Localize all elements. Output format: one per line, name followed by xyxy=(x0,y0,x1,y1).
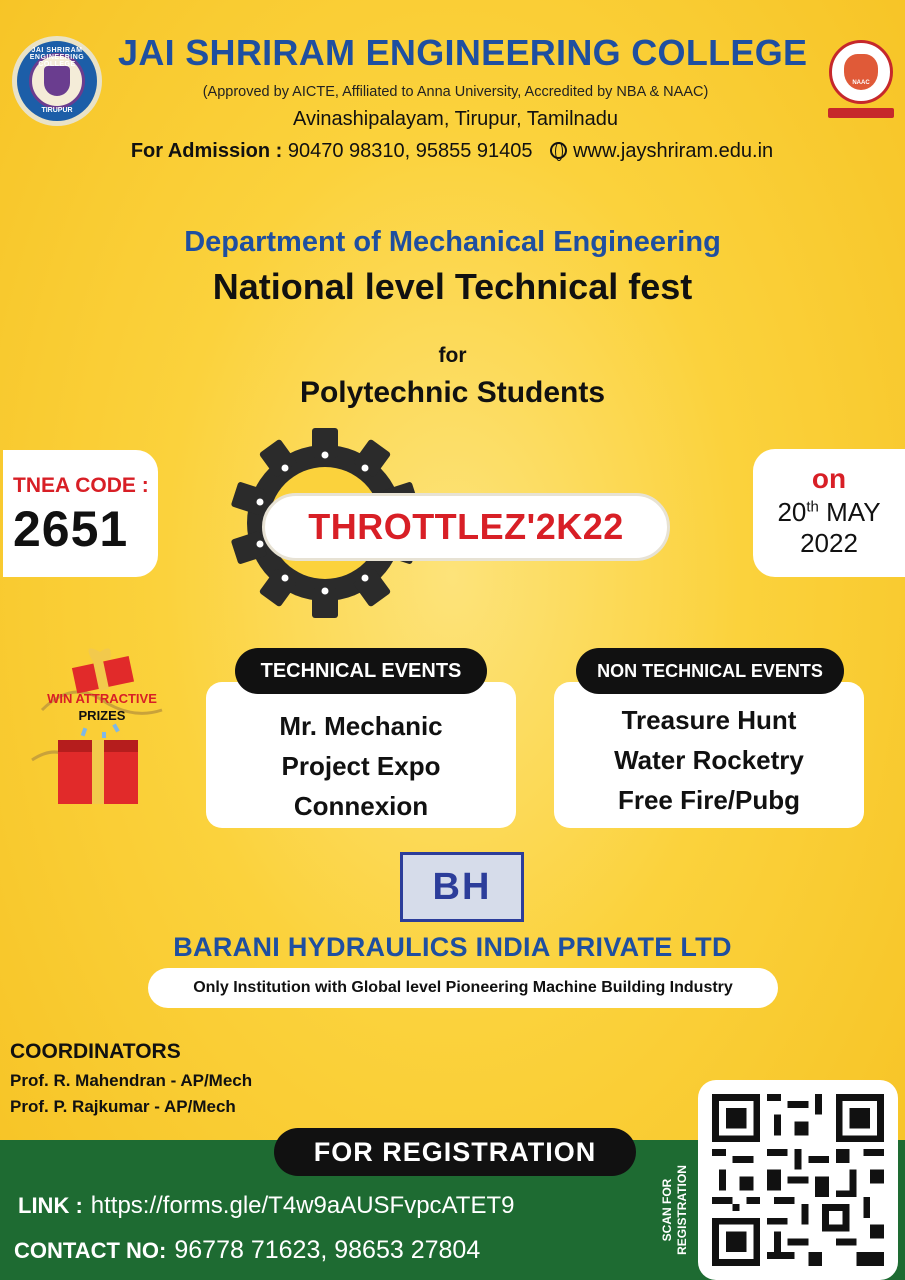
qr-code[interactable] xyxy=(698,1080,898,1280)
date-month: MAY xyxy=(826,497,881,527)
prize-line-2: PRIZES xyxy=(78,708,126,723)
coordinator-item: Prof. P. Rajkumar - AP/Mech xyxy=(10,1097,236,1116)
coordinators-title: COORDINATORS xyxy=(10,1040,181,1063)
approval-text: (Approved by AICTE, Affiliated to Anna University, Accredited by NBA & NAAC) xyxy=(202,84,709,100)
registration-link[interactable]: https://forms.gle/T4w9aAUSFvpcATET9 xyxy=(90,1192,515,1219)
for-text: for xyxy=(438,344,467,367)
technical-event-item: Project Expo xyxy=(281,751,441,781)
globe-icon xyxy=(550,142,567,159)
prize-text xyxy=(22,690,182,724)
sponsor-logo xyxy=(400,852,524,922)
naac-text: NAAC xyxy=(852,80,870,86)
event-name: THROTTLEZ'2K22 xyxy=(308,506,624,547)
qr-code-icon xyxy=(712,1094,884,1266)
non-technical-events-tag: NON TECHNICAL EVENTS xyxy=(576,648,844,694)
event-name-banner xyxy=(262,493,670,561)
sponsor-name: BARANI HYDRAULICS INDIA PRIVATE LTD xyxy=(173,932,732,962)
logo-bottom-text: TIRUPUR xyxy=(41,107,73,114)
non-technical-events-card xyxy=(554,682,864,828)
link-label: LINK : xyxy=(18,1193,83,1218)
sponsor-logo-mark: BH xyxy=(432,865,492,908)
department-title: Department of Mechanical Engineering xyxy=(184,226,721,258)
contact-label: CONTACT NO: xyxy=(14,1238,167,1263)
admission-line xyxy=(82,140,822,163)
event-date-box xyxy=(753,449,905,577)
technical-event-item: Mr. Mechanic xyxy=(279,711,443,741)
tnea-label: TNEA CODE : xyxy=(13,474,149,497)
contact-numbers: 96778 71623, 98653 27804 xyxy=(174,1236,481,1264)
non-technical-event-item: Water Rocketry xyxy=(614,745,804,775)
non-technical-event-item: Treasure Hunt xyxy=(621,705,797,735)
sponsor-note: Only Institution with Global level Pioneering Machine Building Industry xyxy=(148,968,778,1008)
technical-event-item: Connexion xyxy=(293,791,429,821)
coordinator-item: Prof. R. Mahendran - AP/Mech xyxy=(10,1071,253,1090)
scan-line-2: REGISTRATION xyxy=(675,1165,689,1255)
contact-row xyxy=(14,1236,480,1265)
registration-title: FOR REGISTRATION xyxy=(274,1128,636,1176)
scan-label xyxy=(652,1140,698,1280)
website-link[interactable]: www.jayshriram.edu.in xyxy=(573,140,774,162)
location-text: Avinashipalayam, Tirupur, Tamilnadu xyxy=(293,108,618,130)
audience-text: Polytechnic Students xyxy=(299,376,606,409)
technical-events-tag: TECHNICAL EVENTS xyxy=(235,648,487,694)
technical-events-card xyxy=(206,682,516,828)
date-on: on xyxy=(811,463,847,494)
non-technical-event-item: Free Fire/Pubg xyxy=(617,785,801,815)
college-logo xyxy=(12,36,102,126)
scan-line-1: SCAN FOR xyxy=(660,1178,674,1242)
registration-link-row xyxy=(18,1192,514,1220)
india-map-icon xyxy=(844,54,878,90)
college-name: JAI SHRIRAM ENGINEERING COLLEGE xyxy=(118,32,808,73)
date-suffix: th xyxy=(806,498,819,516)
date-day-month xyxy=(753,497,905,528)
logo-top-text: JAI SHRIRAM ENGINEERING COLLEGE xyxy=(29,47,85,68)
fest-title: National level Technical fest xyxy=(212,266,693,307)
gift-box-icon xyxy=(22,640,182,810)
tnea-code-box xyxy=(3,450,158,577)
naac-ribbon xyxy=(828,108,894,118)
date-day: 20 xyxy=(777,497,807,527)
prize-line-1: WIN ATTRACTIVE xyxy=(47,691,157,706)
tnea-code: 2651 xyxy=(13,501,129,557)
date-year: 2022 xyxy=(800,528,858,558)
admission-phones: 90470 98310, 95855 91405 xyxy=(287,140,533,162)
naac-logo xyxy=(826,40,896,126)
shield-icon xyxy=(44,66,70,96)
admission-label: For Admission : xyxy=(130,140,283,162)
scan-text xyxy=(660,1165,690,1255)
naac-seal xyxy=(829,40,893,104)
